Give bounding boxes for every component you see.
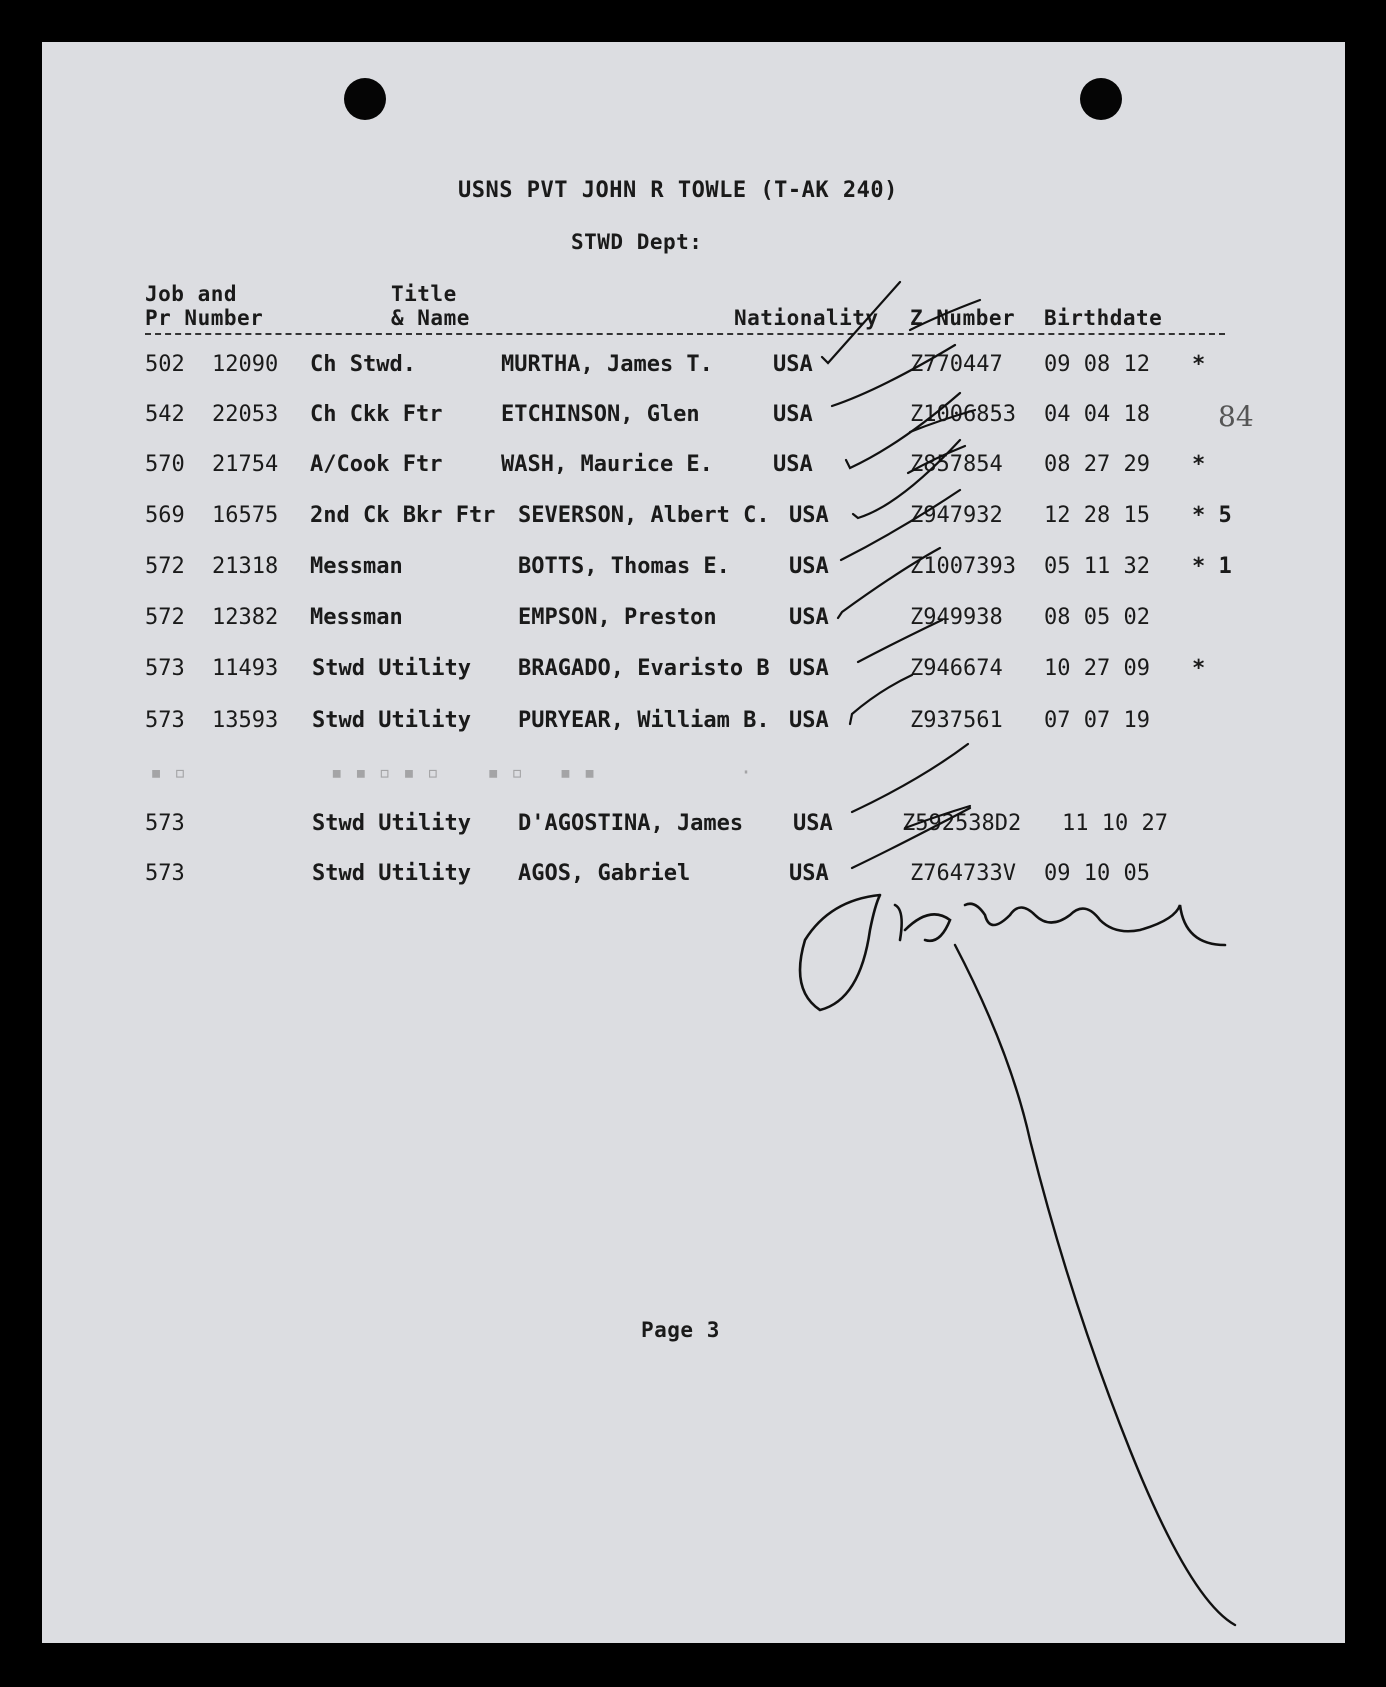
row-title: 2nd Ck Bkr Ftr bbox=[310, 503, 496, 528]
row-birthdate: 08 27 29 bbox=[1044, 452, 1150, 477]
row-pr: 569 bbox=[145, 503, 185, 528]
row-pr: 502 bbox=[145, 352, 185, 377]
header-divider bbox=[145, 333, 1225, 335]
row-number: 22053 bbox=[212, 402, 279, 427]
row-nationality: USA bbox=[793, 811, 833, 836]
row-nationality: USA bbox=[789, 605, 829, 630]
row-mark: * 5 bbox=[1192, 503, 1232, 528]
document-page bbox=[42, 42, 1345, 1643]
row-mark: * bbox=[1192, 656, 1206, 681]
header-job-line1: Job and bbox=[145, 282, 238, 306]
row-title: Ch Stwd. bbox=[310, 352, 416, 377]
row-name: ETCHINSON, Glen bbox=[501, 402, 700, 427]
row-z-number: Z857854 bbox=[910, 452, 1003, 477]
row-z-number: Z1007393 bbox=[910, 554, 1016, 579]
row-birthdate: 08 05 02 bbox=[1044, 605, 1150, 630]
row-name: BRAGADO, Evaristo B bbox=[518, 656, 770, 681]
row-z-number: Z1006853 bbox=[910, 402, 1016, 427]
row-number: 21318 bbox=[212, 554, 279, 579]
row-title: Stwd Utility bbox=[312, 861, 471, 886]
row-pr: 572 bbox=[145, 605, 185, 630]
row-birthdate: 09 10 05 bbox=[1044, 861, 1150, 886]
row-number: 16575 bbox=[212, 503, 279, 528]
row-birthdate: 11 10 27 bbox=[1062, 811, 1168, 836]
row-title: A/Cook Ftr bbox=[310, 452, 443, 477]
row-title: Stwd Utility bbox=[312, 708, 471, 733]
row-nationality: USA bbox=[789, 708, 829, 733]
document-subtitle: STWD Dept: bbox=[571, 230, 703, 254]
row-nationality: USA bbox=[789, 861, 829, 886]
row-title: Ch Ckk Ftr bbox=[310, 402, 443, 427]
row-birthdate: 09 08 12 bbox=[1044, 352, 1150, 377]
row-pr: 573 bbox=[145, 811, 185, 836]
row-z-number: Z949938 bbox=[910, 605, 1003, 630]
row-pr: 573 bbox=[145, 861, 185, 886]
row-pr: 573 bbox=[145, 656, 185, 681]
row-name: PURYEAR, William B. bbox=[518, 708, 770, 733]
row-mark: * bbox=[1192, 452, 1206, 477]
row-number: 13593 bbox=[212, 708, 279, 733]
row-birthdate: 05 11 32 bbox=[1044, 554, 1150, 579]
header-title-line1: Title bbox=[391, 282, 457, 306]
row-z-number: Z937561 bbox=[910, 708, 1003, 733]
page-number: Page 3 bbox=[641, 1318, 720, 1342]
row-pr: 573 bbox=[145, 708, 185, 733]
header-z-number: Z Number bbox=[910, 306, 1016, 330]
row-nationality: USA bbox=[789, 656, 829, 681]
illegible-row: ▪ ▫ ▪ ▪ ▫ ▪ ▫ ▪ ▫ ▪ ▪ · bbox=[150, 760, 753, 784]
header-birthdate: Birthdate bbox=[1044, 306, 1163, 330]
row-name: EMPSON, Preston bbox=[518, 605, 717, 630]
row-name: SEVERSON, Albert C. bbox=[518, 503, 770, 528]
row-title: Messman bbox=[310, 554, 403, 579]
row-nationality: USA bbox=[773, 352, 813, 377]
row-name: D'AGOSTINA, James bbox=[518, 811, 744, 836]
header-title-line2: & Name bbox=[391, 306, 470, 330]
row-birthdate: 04 04 18 bbox=[1044, 402, 1150, 427]
row-number: 21754 bbox=[212, 452, 279, 477]
row-nationality: USA bbox=[789, 554, 829, 579]
row-name: MURTHA, James T. bbox=[501, 352, 713, 377]
punch-hole-right bbox=[1080, 78, 1122, 120]
row-z-number: Z592538D2 bbox=[902, 811, 1022, 836]
document-title: USNS PVT JOHN R TOWLE (T-AK 240) bbox=[458, 178, 898, 203]
row-title: Messman bbox=[310, 605, 403, 630]
row-z-number: Z770447 bbox=[910, 352, 1003, 377]
row-nationality: USA bbox=[773, 452, 813, 477]
row-number: 12382 bbox=[212, 605, 279, 630]
row-pr: 542 bbox=[145, 402, 185, 427]
row-title: Stwd Utility bbox=[312, 656, 471, 681]
margin-note: 84 bbox=[1218, 400, 1254, 433]
row-pr: 572 bbox=[145, 554, 185, 579]
row-name: AGOS, Gabriel bbox=[518, 861, 691, 886]
row-mark: * bbox=[1192, 352, 1206, 377]
row-name: WASH, Maurice E. bbox=[501, 452, 713, 477]
row-name: BOTTS, Thomas E. bbox=[518, 554, 730, 579]
row-z-number: Z946674 bbox=[910, 656, 1003, 681]
row-number: 11493 bbox=[212, 656, 279, 681]
row-mark: * 1 bbox=[1192, 554, 1232, 579]
row-birthdate: 12 28 15 bbox=[1044, 503, 1150, 528]
header-job-line2: Pr Number bbox=[145, 306, 264, 330]
row-nationality: USA bbox=[789, 503, 829, 528]
row-z-number: Z947932 bbox=[910, 503, 1003, 528]
row-nationality: USA bbox=[773, 402, 813, 427]
row-z-number: Z764733V bbox=[910, 861, 1016, 886]
row-pr: 570 bbox=[145, 452, 185, 477]
row-number: 12090 bbox=[212, 352, 279, 377]
row-title: Stwd Utility bbox=[312, 811, 471, 836]
row-birthdate: 10 27 09 bbox=[1044, 656, 1150, 681]
row-birthdate: 07 07 19 bbox=[1044, 708, 1150, 733]
header-nationality: Nationality bbox=[734, 306, 879, 330]
punch-hole-left bbox=[344, 78, 386, 120]
